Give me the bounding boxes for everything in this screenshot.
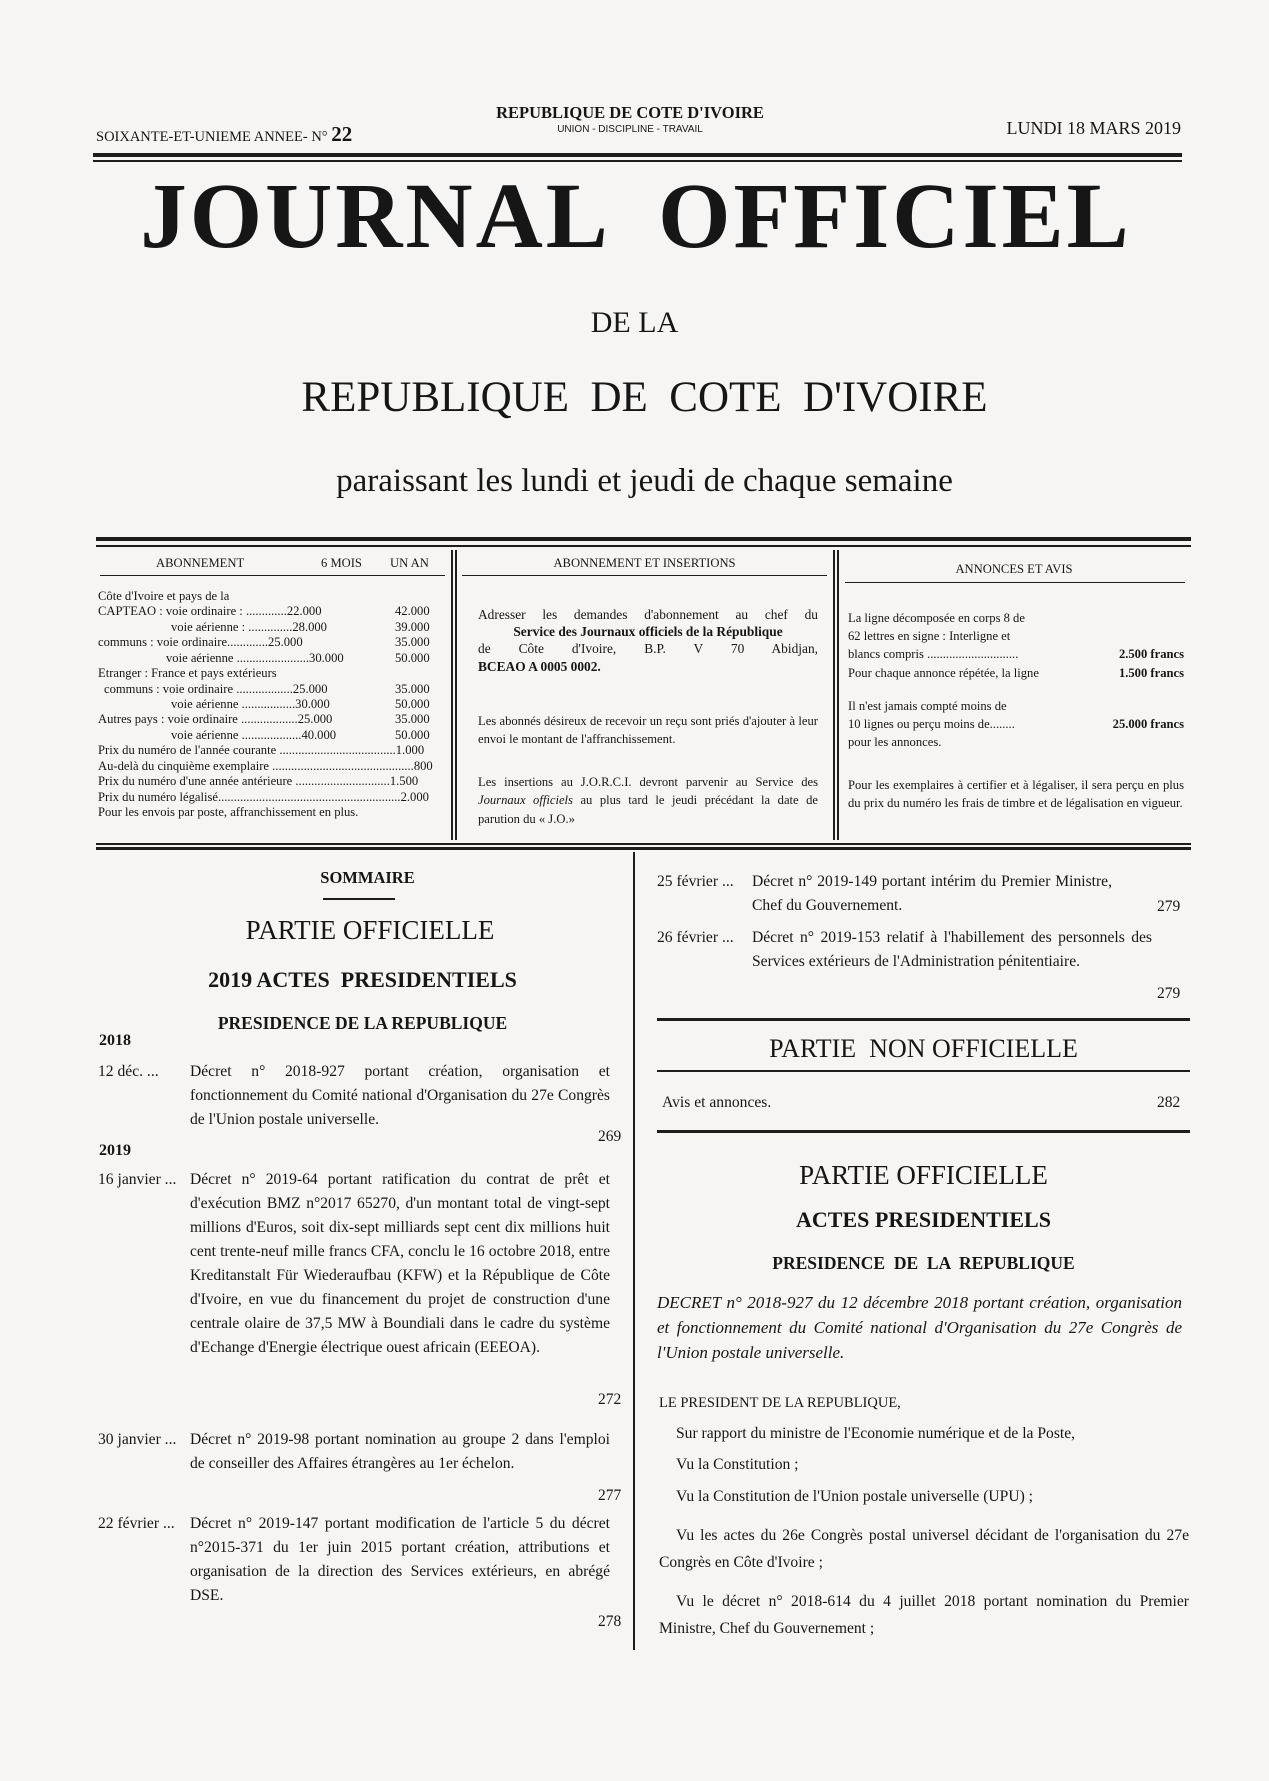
entry-6-page: 279	[1157, 985, 1181, 1002]
abonnement-row-label: Prix du numéro d'une année antérieure ..............................1.500	[98, 774, 419, 788]
insertions-address-line-3: de Côte d'Ivoire, B.P. V 70 Abidjan,	[478, 641, 818, 657]
visa-4: Vu les actes du 26e Congrès postal universel décidant de l'organisation du 27e Congrès en Côte d'Ivoire ;	[659, 1527, 1189, 1571]
entry-date: 16 janvier ...	[98, 1171, 177, 1188]
abonnement-col-unan: UN AN	[390, 556, 429, 570]
insertions-address	[478, 606, 818, 675]
abonnement-row-label: Pour les envois par poste, affranchissement en plus.	[98, 805, 359, 819]
abonnement-row-value: 35.000	[395, 712, 430, 726]
annonces-line-4	[848, 664, 1184, 682]
content-presidence: PRESIDENCE DE LA REPUBLIQUE	[772, 1253, 1075, 1273]
issue-date: LUNDI 18 MARS 2019	[1006, 118, 1181, 138]
journal-title: JOURNAL OFFICIEL	[140, 165, 1132, 268]
sommaire-entry-4	[98, 1512, 608, 1608]
republic-name: REPUBLIQUE DE COTE D'IVOIRE	[496, 103, 764, 122]
entry-5-page: 279	[1157, 898, 1181, 915]
abonnement-row-value: 50.000	[395, 728, 430, 742]
abonnement-row-label: Au-delà du cinquième exemplaire .............................................800	[98, 759, 433, 773]
entry-text: Décret n° 2019-149 portant intérim du Premier Ministre, Chef du Gouvernement.	[752, 873, 1112, 914]
abonnement-row-label: communs : voie ordinaire ..................25.000	[104, 682, 328, 696]
annonces-line-6-price: 25.000 francs	[1112, 717, 1184, 732]
partie-non-officielle: PARTIE NON OFFICIELLE	[769, 1034, 1078, 1063]
abonnement-row-label: communs : voie ordinaire.............25.000	[98, 635, 303, 649]
entry-text: Décret n° 2019-153 relatif à l'habillement des personnels des Services extérieurs de l'Administration pénitentiaire.	[752, 929, 1152, 970]
insertions-address-line-2: Service des Journaux officiels de la République	[513, 624, 783, 640]
abonnement-group-1: Côte d'Ivoire et pays de la	[98, 589, 230, 603]
non-officielle-rule	[657, 1070, 1190, 1072]
abonnement-row-value: 50.000	[395, 651, 430, 665]
avis-page: 282	[1157, 1094, 1181, 1111]
abonnement-row-label: Prix du numéro légalisé..........................................................2.000	[98, 790, 429, 804]
entry-text: Décret n° 2019-98 portant nomination au groupe 2 dans l'emploi de conseiller des Affaires étrangères au 1er échelon.	[190, 1431, 610, 1472]
insertions-deadline-b: Journaux officiels	[478, 793, 573, 808]
avis-annonces: Avis et annonces.	[662, 1094, 772, 1111]
annonces-line-3	[848, 645, 1184, 663]
annonces-header-rule	[845, 582, 1185, 583]
non-officielle-rule-top	[657, 1018, 1190, 1021]
info-rule-bottom-thick	[96, 847, 1191, 850]
entry-4-page: 278	[598, 1613, 622, 1630]
entry-date: 26 février ...	[657, 929, 734, 946]
sommaire-underline	[323, 898, 395, 900]
visa-3: Vu la Constitution de l'Union postale universelle (UPU) ;	[676, 1488, 1034, 1505]
info-divider-1b	[455, 550, 457, 840]
visa-2: Vu la Constitution ;	[676, 1456, 799, 1473]
insertions-receipt: Les abonnés désireux de recevoir un reçu sont priés d'ajouter à leur envoi le montant de l'affranchissement.	[478, 714, 818, 746]
annonces-line-4-price: 1.500 francs	[1118, 665, 1184, 680]
abonnement-row-label: Autres pays : voie ordinaire ..................25.000	[98, 712, 333, 726]
de-la: DE LA	[590, 306, 679, 339]
sommaire-entry-2	[98, 1168, 608, 1360]
abonnement-header-rule	[100, 575, 445, 576]
sommaire-entry-3	[98, 1428, 608, 1476]
sommaire-entry-6	[657, 926, 1157, 974]
sommaire-partie-officielle: PARTIE OFFICIELLE	[245, 915, 495, 945]
decret-title: DECRET n° 2018-927 du 12 décembre 2018 portant création, organisation et fonctionnement du Comité national d'Organisation du 27e Congrès de l'Union postale universelle.	[657, 1293, 1182, 1362]
sommaire-year-2018: 2018	[99, 1032, 131, 1049]
insertions-deadline-a: Les insertions au J.O.R.C.I. devront parvenir au Service des	[478, 775, 818, 789]
info-divider-2b	[837, 550, 839, 840]
visa-5: Vu le décret n° 2018-614 du 4 juillet 2018 portant nomination du Premier Ministre, Chef du Gouvernement ;	[659, 1593, 1189, 1637]
insertions-address-line-1: Adresser les demandes d'abonnement au chef du	[478, 607, 818, 622]
annonces-line-1: La ligne décomposée en corps 8 de	[848, 611, 1025, 625]
year-line-prefix: SOIXANTE-ET-UNIEME ANNEE- N°	[96, 129, 328, 145]
abonnement-row-label: voie aérienne .................30.000	[171, 697, 330, 711]
annonces-line-4-text: Pour chaque annonce répétée, la ligne	[848, 665, 1039, 680]
abonnement-row-value: 35.000	[395, 682, 430, 696]
annonces-block	[848, 609, 1184, 751]
entry-1-page: 269	[598, 1128, 622, 1145]
entry-text: Décret n° 2018-927 portant création, organisation et fonctionnement du Comité national d'Organisation du 27e Congrès de l'Union postale universelle.	[190, 1063, 610, 1128]
abonnement-row-label: voie aérienne .......................30.000	[166, 651, 344, 665]
info-divider-2	[833, 550, 835, 840]
non-officielle-rule-bottom	[657, 1130, 1190, 1133]
abonnement-row-value: 39.000	[395, 620, 430, 634]
annonces-line-7: pour les annonces.	[848, 735, 942, 750]
entry-3-page: 277	[598, 1487, 622, 1504]
abonnement-row-label: Etranger : France et pays extérieurs	[98, 666, 277, 680]
insertions-deadline-c: au plus tard le jeudi précédant la date de parution du « J.O.»	[478, 793, 818, 826]
sommaire-entry-5	[657, 870, 1157, 918]
annonces-line-2: 62 lettres en signe : Interligne et	[848, 629, 1011, 644]
publication-frequency: paraissant les lundi et jeudi de chaque semaine	[336, 463, 953, 499]
entry-date: 22 février ...	[98, 1515, 175, 1532]
sommaire-presidence: PRESIDENCE DE LA REPUBLIQUE	[217, 1013, 508, 1033]
sommaire-actes: 2019 ACTES PRESIDENTIELS	[208, 967, 517, 992]
entry-date: 30 janvier ...	[98, 1431, 177, 1448]
info-divider-1	[451, 550, 453, 840]
abonnement-row-value: 35.000	[395, 635, 430, 649]
abonnement-row-value: 50.000	[395, 697, 430, 711]
masthead-rule-thick	[93, 153, 1182, 157]
sommaire-year-2019: 2019	[99, 1142, 131, 1159]
insertions-header: ABONNEMENT ET INSERTIONS	[553, 556, 736, 570]
abonnement-col-6mois: 6 MOIS	[321, 556, 362, 570]
motto: UNION - DISCIPLINE - TRAVAIL	[557, 124, 703, 135]
entry-text: Décret n° 2019-147 portant modification de l'article 5 du décret n°2015-371 du 1er juin 2015 portant création, attributions et organisation de la direction des Services extérieurs, en abrégé DSE.	[190, 1515, 610, 1604]
issue-number: 22	[331, 122, 353, 146]
entry-text: Décret n° 2019-64 portant ratification du contrat de prêt et d'exécution BMZ n°2017 65270, d'un montant total de vingt-sept millions d'Euros, soit dix-sept milliards sept cent dix millions huit cent trente-neuf mille francs CFA, conclu le 16 octobre 2018, entre Kreditanstalt Für Wiederaufbau (KFW) et la République de Côte d'Ivoire, en vue du financement du projet de construction d'une centrale olaire de 37,5 MW à Boundiali dans le cadre du système d'Echange d'Energie électrique ouest africain (EEEOA).	[190, 1171, 610, 1356]
info-rule-bottom-thin	[96, 843, 1191, 845]
abonnement-row-label: Prix du numéro de l'année courante .....................................1.000	[98, 743, 425, 757]
annonces-line-5: Il n'est jamais compté moins de	[848, 698, 1007, 713]
abonnement-row-label: voie aérienne ...................40.000	[171, 728, 337, 742]
visa-1: Sur rapport du ministre de l'Economie numérique et de la Poste,	[676, 1425, 1076, 1442]
abonnement-row-label: CAPTEAO : voie ordinaire : .............22.000	[98, 604, 322, 618]
annonces-line-6-text: 10 lignes ou perçu moins de........	[848, 717, 1015, 732]
sommaire-entry-1	[98, 1060, 608, 1132]
info-rule-top-thin	[96, 545, 1191, 547]
info-rule-top-thick	[96, 537, 1191, 541]
content-actes: ACTES PRESIDENTIELS	[796, 1207, 1051, 1232]
republic-header	[470, 103, 790, 135]
annonces-line-6	[848, 715, 1184, 733]
annonces-header: ANNONCES ET AVIS	[955, 562, 1073, 576]
abonnement-row-label: voie aérienne : ..............28.000	[171, 620, 327, 634]
abonnement-row-value: 42.000	[395, 604, 430, 618]
annonces-legalisation: Pour les exemplaires à certifier et à légaliser, il sera perçu en plus du prix du numéro les frais de timbre et de légalisation en vigueur.	[848, 778, 1184, 811]
entry-2-page: 272	[598, 1391, 622, 1408]
abonnement-header: ABONNEMENT	[156, 556, 245, 570]
insertions-header-rule	[462, 575, 827, 576]
year-line	[96, 122, 352, 147]
annonces-line-3-text: blancs compris .............................	[848, 647, 1019, 662]
republic-subtitle: REPUBLIQUE DE COTE D'IVOIRE	[301, 374, 988, 421]
sommaire-heading: SOMMAIRE	[320, 868, 415, 887]
annonces-line-3-price: 2.500 francs	[1118, 647, 1184, 662]
entry-date: 12 déc. ...	[98, 1063, 159, 1080]
entry-date: 25 février ...	[657, 873, 734, 890]
insertions-deadline	[478, 773, 818, 828]
insertions-address-line-4: BCEAO A 0005 0002.	[478, 658, 601, 674]
president-line: LE PRESIDENT DE LA REPUBLIQUE,	[659, 1395, 901, 1411]
content-partie-officielle: PARTIE OFFICIELLE	[799, 1160, 1048, 1190]
column-divider	[633, 852, 635, 1650]
